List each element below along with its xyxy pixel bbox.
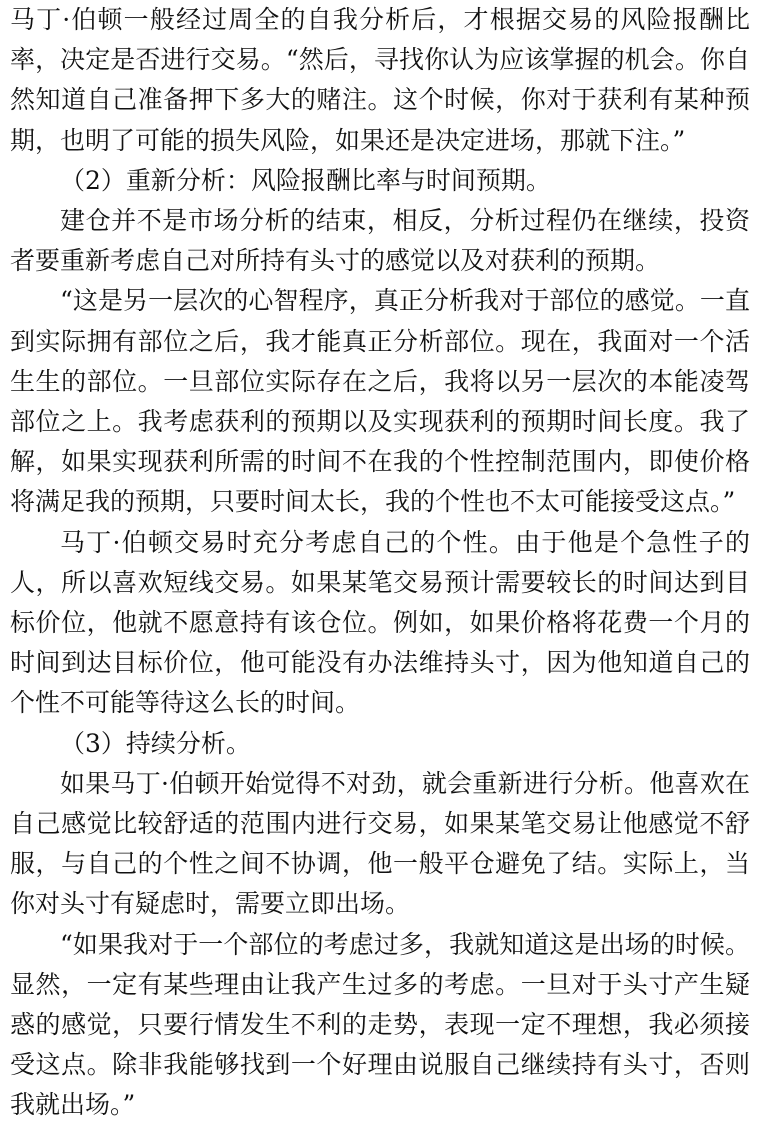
paragraph-intro: 马丁·伯顿一般经过周全的自我分析后，才根据交易的风险报酬比率，决定是否进行交易。“然后，寻找你认为应该掌握的机会。你自然知道自己准备押下多大的赌注。这个时候，你对于获利有某种预期，也明了可能的损失风险，如果还是决定进场，那就下注。”	[10, 5, 750, 155]
paragraph-position-building: 建仓并不是市场分析的结束，相反，分析过程仍在继续，投资者要重新考虑自己对所持有头寸的感觉以及对获利的预期。	[10, 206, 750, 276]
document-page	[10, 0, 750, 1126]
section-heading-reanalysis: （2）重新分析：风险报酬比率与时间预期。	[60, 165, 551, 195]
section-heading-continuous-analysis: （3）持续分析。	[60, 728, 251, 758]
paragraph-personality: 马丁·伯顿交易时充分考虑自己的个性。由于他是个急性子的人，所以喜欢短线交易。如果某笔交易预计需要较长的时间达到目标价位，他就不愿意持有该仓位。例如，如果价格将花费一个月的时间到达目标价位，他可能没有办法维持头寸，因为他知道自己的个性不可能等待这么长的时间。	[10, 527, 750, 718]
paragraph-reanalysis: 如果马丁·伯顿开始觉得不对劲，就会重新进行分析。他喜欢在自己感觉比较舒适的范围内进行交易，如果某笔交易让他感觉不舒服，与自己的个性之间不协调，他一般平仓避免了结。实际上，当你对头寸有疑虑时，需要立即出场。	[10, 768, 750, 919]
paragraph-quote-mental-process: “这是另一层次的心智程序，真正分析我对于部位的感觉。一直到实际拥有部位之后，我才能真正分析部位。现在，我面对一个活生生的部位。一旦部位实际存在之后，我将以另一层次的本能凌驾部位之上。我考虑获利的预期以及实现获利的预期时间长度。我了解，如果实现获利所需的时间不在我的个性控制范围内，即使价格将满足我的预期，只要时间太长，我的个性也不太可能接受这点。”	[10, 286, 750, 517]
paragraph-quote-exit: “如果我对于一个部位的考虑过多，我就知道这是出场的时候。显然，一定有某些理由让我产生过多的考虑。一旦对于头寸产生疑惑的感觉，只要行情发生不利的走势，表现一定不理想，我必须接受这点。除非我能够找到一个好理由说服自己继续持有头寸，否则我就出场。”	[10, 929, 750, 1120]
